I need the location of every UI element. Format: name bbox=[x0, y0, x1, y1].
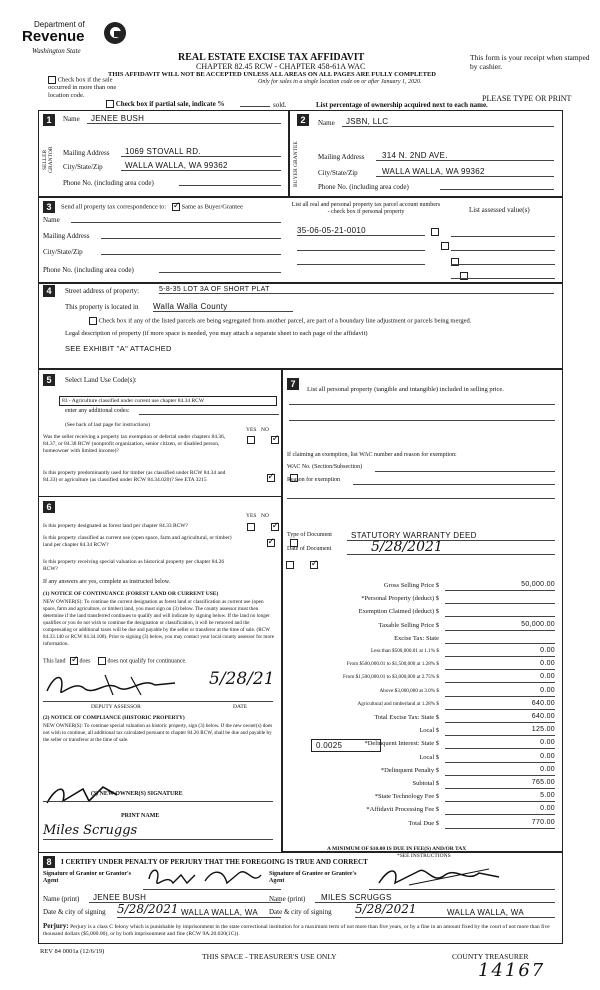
street-label: Street address of property: bbox=[65, 287, 140, 295]
parcel-1-personal-checkbox[interactable] bbox=[431, 228, 439, 236]
grantee-date-label: Date & city of signing bbox=[269, 908, 332, 916]
located-label: This property is located in bbox=[65, 303, 139, 311]
buyer-city-field[interactable]: WALLA WALLA, WA 99362 bbox=[376, 167, 554, 177]
print-note: PLEASE TYPE OR PRINT bbox=[482, 94, 572, 103]
tax-row-label: From $500,000.01 to $1,500,000 at 1.28% $ bbox=[346, 661, 439, 668]
section-6 bbox=[38, 497, 282, 852]
send-correspondence-label bbox=[61, 203, 243, 211]
continuance-row bbox=[43, 657, 187, 665]
notice2-title: (2) NOTICE OF COMPLIANCE (HISTORIC PROPERTY) bbox=[43, 715, 185, 721]
same-as-buyer-checkbox[interactable] bbox=[172, 203, 180, 211]
local-rate-field[interactable]: 0.0025 bbox=[311, 739, 381, 752]
perjury-text: Perjury is a class C felony which is punishable by imprisonment in the state correctional institution for a maximum term of not more than five years, or by a fine in an amount fixed by the court of not more than five thousand dollars ($5,000.00), or by both imprisonment and fine (RCW 9A.20.020(1C)). bbox=[43, 924, 550, 937]
minimum-note: A MINIMUM OF $10.00 IS DUE IN FEE(S) AND/OR TAX bbox=[327, 846, 467, 852]
corr-mailing-field[interactable] bbox=[101, 238, 281, 239]
section-1-number: 1 bbox=[43, 114, 55, 126]
if-yes-label: If any answers are yes, complete as instructed below. bbox=[43, 579, 171, 585]
parcel-4-personal-checkbox[interactable] bbox=[460, 272, 468, 280]
tax-row-label: Less than $500,000.01 at 1.1% $ bbox=[370, 648, 439, 654]
s6-yes-header: YES bbox=[246, 513, 257, 519]
treasurer-stamp-number: 14167 bbox=[478, 960, 546, 981]
treasurer-space: THIS SPACE - TREASURER'S USE ONLY bbox=[202, 952, 337, 961]
section-3-number: 3 bbox=[43, 201, 55, 213]
dor-logo bbox=[22, 20, 132, 60]
seller-phone-label: Phone No. (including area code) bbox=[63, 179, 154, 187]
county-treasurer: COUNTY TREASURER bbox=[452, 952, 529, 961]
section-5-number: 5 bbox=[43, 374, 55, 386]
tax-row-label: Taxable Selling Price $ bbox=[378, 621, 439, 629]
sold-label: sold. bbox=[273, 101, 287, 109]
section-8-number: 8 bbox=[43, 856, 55, 868]
print-name-label: PRINT NAME bbox=[121, 813, 160, 819]
tax-row-value[interactable]: 0.00 bbox=[445, 753, 555, 763]
tax-row-value[interactable]: 0.00 bbox=[445, 739, 555, 749]
see-back-label: (See back of last page for instructions) bbox=[65, 422, 150, 428]
notice1-text: NEW OWNER(S): To continue the current designation as forest land or classification as current use (open space, farm and agriculture, or timber) land, you must sign on (3) below. The county assessor must then determine if the land transferred continues to qualify and will indicate by signing below. If the land no longer qualifies or you do not wish to continue the designation or classification, it will be removed and the compensating or additional taxes will be due and payable by the seller or transferor at the time of sale. (RCW 84.33.140 or RCW 84.34.108). Prior to signing (3) below, you may contact your local county assessor for more information. bbox=[43, 599, 275, 647]
grantor-sig-line bbox=[143, 889, 281, 890]
seller-phone-field[interactable] bbox=[179, 185, 281, 186]
grantee-name-field[interactable]: MILES SCRUGGS bbox=[315, 893, 555, 903]
corr-name-field[interactable] bbox=[71, 222, 281, 223]
forest-question: Is this property designated as forest land per chapter 84.33 RCW? bbox=[43, 523, 188, 529]
tax-row-value[interactable]: 50,000.00 bbox=[445, 621, 555, 631]
logo-dept-line3: Washington State bbox=[32, 47, 81, 55]
doc-date-label: Date of Document bbox=[287, 546, 332, 552]
date-label: DATE bbox=[233, 704, 248, 710]
new-owner-sig-line bbox=[43, 801, 273, 802]
tax-row-label: Local $ bbox=[419, 727, 439, 735]
grantor-date-field[interactable]: 5/28/2021 bbox=[117, 902, 179, 916]
land-use-select[interactable]: 83 - Agriculture classified under current use chapter 84.34 RCW bbox=[59, 396, 277, 406]
deputy-assessor-label: DEPUTY ASSESSOR bbox=[91, 704, 141, 710]
parcel-3-field[interactable] bbox=[297, 264, 425, 265]
claiming-exemption-label: If claiming an exemption, list WAC number and reason for exemption: bbox=[287, 452, 457, 458]
land-use-label: Select Land Use Code(s): bbox=[65, 376, 137, 384]
parcel-1-field[interactable]: 35-06-05-21-0010 bbox=[297, 226, 425, 236]
tax-row-label: From $1,500,000.01 to $3,000,000 at 2.75% $ bbox=[343, 674, 439, 681]
tax-row-label: Above $3,000,000 at 3.0% $ bbox=[379, 687, 439, 694]
personal-property-label: List all personal property (tangible and intangible) included in selling price. bbox=[307, 386, 504, 393]
buyer-phone-label: Phone No. (including area code) bbox=[318, 183, 409, 191]
parcel-header: List all real and personal property tax parcel account numbers - check box if personal property bbox=[291, 202, 441, 215]
does-not-label: does not qualify for continuance. bbox=[107, 658, 187, 665]
tax-row-value[interactable]: 770.00 bbox=[445, 819, 555, 829]
tax-row-value[interactable]: 50,000.00 bbox=[445, 581, 555, 591]
tax-row-label: Exemption Claimed (deduct) $ bbox=[358, 608, 439, 616]
land-use-section bbox=[38, 369, 282, 497]
buyer-city-label: City/State/Zip bbox=[318, 169, 358, 177]
assessor-signature[interactable] bbox=[45, 669, 195, 701]
tax-row-label: *Delinquent Penalty $ bbox=[380, 766, 439, 774]
grantee-date-field[interactable]: 5/28/2021 bbox=[355, 902, 417, 916]
tax-row-label: Subtotal $ bbox=[412, 780, 439, 787]
street-field[interactable]: 5-8-35 LOT 3A OF SHORT PLAT bbox=[159, 286, 554, 294]
certification-section bbox=[38, 852, 563, 944]
tax-row-value[interactable]: 0.00 bbox=[445, 647, 555, 657]
corr-name-label: Name bbox=[43, 216, 60, 224]
assessed-1-field[interactable] bbox=[451, 236, 555, 237]
form-title: REAL ESTATE EXCISE TAX AFFIDAVIT bbox=[178, 52, 365, 63]
doc-type-field[interactable]: STATUTORY WARRANTY DEED bbox=[347, 531, 555, 541]
multi-location-label: Check box if the sale occurred in more than one location code. bbox=[48, 76, 117, 100]
notice2-text: NEW OWNER(S): To continue special valuation as historic property, sign (3) below. If the new owner(s) does not wish to continue, all additional tax calculated pursuant to chapter 84.26 RCW, shall be due and payable by the seller or transferor at the time of sale. bbox=[43, 723, 273, 743]
grantor-name-field[interactable]: JENEE BUSH bbox=[89, 893, 281, 903]
partial-sale-checkbox[interactable] bbox=[106, 100, 114, 108]
grantor-sig-label: Signature of Grantor or Grantor's Agent bbox=[43, 871, 131, 884]
tax-row-label: Excise Tax: State bbox=[394, 634, 439, 642]
reason-field-2[interactable] bbox=[287, 498, 555, 499]
multi-location-checkbox[interactable] bbox=[48, 76, 56, 84]
exemption-no-checkbox[interactable] bbox=[271, 436, 279, 444]
assessed-4-field[interactable] bbox=[451, 278, 555, 279]
personal-property-line-2[interactable] bbox=[289, 420, 555, 421]
multi-location-check[interactable] bbox=[48, 76, 118, 100]
tax-row-value[interactable]: 640.00 bbox=[445, 700, 555, 710]
form-warning: THIS AFFIDAVIT WILL NOT BE ACCEPTED UNLESS ALL AREAS ON ALL PAGES ARE FULLY COMPLETED bbox=[108, 71, 436, 78]
buyer-phone-field[interactable] bbox=[440, 189, 554, 190]
grantee-date-line bbox=[355, 917, 555, 918]
notice1-title: (1) NOTICE OF CONTINUANCE (FOREST LAND OR CURRENT USE) bbox=[43, 591, 219, 597]
tax-row-label: *Affidavit Processing Fee $ bbox=[366, 806, 439, 814]
legal-value[interactable]: SEE EXHIBIT "A" ATTACHED bbox=[65, 344, 172, 353]
timber-question: Is this property predominantly used for timber (as classified under RCW 84.34 and 84.33) or agriculture (as classified under RCW 84.34.020)? See ETA 3215 bbox=[43, 470, 226, 483]
does-not-checkbox[interactable] bbox=[98, 657, 106, 665]
assessor-date[interactable]: 5/28/21 bbox=[209, 669, 275, 689]
legal-label: Legal description of property (if more space is needed, you may attach a separate sheet to each page of the affidavit) bbox=[65, 330, 368, 337]
corr-phone-label: Phone No. (including area code) bbox=[43, 266, 134, 274]
buyer-mailing-label: Mailing Address bbox=[318, 153, 365, 161]
section-2-number: 2 bbox=[297, 114, 309, 126]
segregated-row[interactable] bbox=[89, 317, 559, 325]
wac-field[interactable] bbox=[375, 471, 555, 472]
print-name-line bbox=[43, 839, 273, 840]
section-4-number: 4 bbox=[43, 285, 55, 297]
tax-row-value[interactable]: 0.00 bbox=[445, 766, 555, 776]
parcel-3-personal-checkbox[interactable] bbox=[451, 258, 459, 266]
grantor-date-line bbox=[117, 917, 281, 918]
receipt-note: This form is your receipt when stamped by cashier. bbox=[470, 53, 590, 71]
grantor-date-label: Date & city of signing bbox=[43, 908, 106, 916]
logo-swirl-icon bbox=[104, 22, 126, 44]
tax-row-label: Total Excise Tax: State $ bbox=[374, 714, 439, 721]
grantor-signature[interactable] bbox=[143, 865, 283, 891]
grantee-name-label: Name (print) bbox=[269, 895, 306, 903]
buyer-name-field[interactable]: JSBN, LLC bbox=[342, 117, 554, 127]
perjury-label: Perjury: bbox=[43, 922, 69, 930]
additional-codes-label: enter any additional codes: bbox=[65, 408, 130, 414]
logo-dept-line1: Department of bbox=[34, 20, 85, 29]
segregated-label: Check box if any of the listed parcels are being segregated from another parcel, are part of a boundary line adjustment or parcels being merged. bbox=[98, 317, 472, 325]
personal-property-line-1[interactable] bbox=[289, 404, 555, 405]
timber-yes-checkbox[interactable] bbox=[267, 474, 275, 482]
tax-row-value[interactable] bbox=[445, 634, 555, 644]
grantee-city-field[interactable]: WALLA WALLA, WA bbox=[447, 908, 524, 917]
exemption-question: Was the seller receiving a property tax exemption or deferral under chapters 84.36, 84.37, or 84.38 RCW (nonprofit organization, senior citizen, or disabled person, homeowner with limited income)? bbox=[43, 434, 226, 454]
tax-row-value[interactable]: 0.00 bbox=[445, 673, 555, 683]
section-7-number: 7 bbox=[287, 378, 299, 390]
seller-side-label: SELLER GRANTOR bbox=[42, 146, 54, 174]
tax-row-label: Total Due $ bbox=[408, 819, 439, 827]
form-note: Only for sales in a single location code on or after January 1, 2020. bbox=[258, 79, 422, 85]
segregated-checkbox[interactable] bbox=[89, 317, 97, 325]
buyer-section bbox=[289, 110, 563, 197]
seller-city-label: City/State/Zip bbox=[63, 163, 103, 171]
logo-dept-line2: Revenue bbox=[22, 28, 85, 45]
grantee-sig-line bbox=[369, 889, 555, 890]
parcel-2-personal-checkbox[interactable] bbox=[441, 242, 449, 250]
grantor-city-field[interactable]: WALLA WALLA, WA bbox=[181, 908, 258, 917]
form-subtitle: CHAPTER 82.45 RCW - CHAPTER 458-61A WAC bbox=[196, 62, 366, 71]
reason-field-1[interactable] bbox=[353, 484, 555, 485]
this-land-label: This land bbox=[43, 658, 66, 665]
tax-row-label: *State Technology Fee $ bbox=[374, 793, 439, 801]
tax-row-value[interactable] bbox=[445, 594, 555, 604]
buyer-name-label: Name bbox=[318, 119, 335, 127]
correspondence-section bbox=[38, 197, 563, 283]
wac-label: WAC No. (Section/Subsection) bbox=[287, 464, 363, 470]
assessor-sig-line bbox=[43, 701, 273, 702]
assessed-header: List assessed value(s) bbox=[469, 206, 530, 214]
corr-city-label: City/State/Zip bbox=[43, 248, 83, 256]
tax-row-value[interactable]: 125.00 bbox=[445, 726, 555, 736]
does-checkbox[interactable] bbox=[70, 657, 78, 665]
historic-question: Is this property receiving special valuation as historical property per chapter 84.26 RCW? bbox=[43, 559, 225, 572]
seller-name-label: Name bbox=[63, 115, 80, 123]
current-use-yes-checkbox[interactable] bbox=[267, 539, 275, 547]
assessed-3-field[interactable] bbox=[451, 264, 555, 265]
tax-row-value[interactable]: 0.00 bbox=[445, 805, 555, 815]
partial-pct-field[interactable] bbox=[240, 106, 270, 107]
tax-row-label: Agricultural and timberland at 1.28% $ bbox=[357, 700, 439, 707]
seller-name-field[interactable]: JENEE BUSH bbox=[87, 114, 281, 124]
current-use-question: Is this property classified as current use (open space, farm and agricultural, or timber) land per chapter 84.34 RCW? bbox=[43, 535, 232, 548]
buyer-mailing-field[interactable]: 314 N. 2ND AVE. bbox=[376, 151, 554, 161]
no-header: NO bbox=[261, 427, 269, 433]
corr-mailing-label: Mailing Address bbox=[43, 232, 90, 240]
doc-type-label: Type of Document bbox=[287, 532, 332, 538]
s6-no-header: NO bbox=[261, 513, 269, 519]
seller-city-field[interactable]: WALLA WALLA, WA 99362 bbox=[121, 161, 281, 171]
grantor-name-label: Name (print) bbox=[43, 895, 80, 903]
assessed-2-field[interactable] bbox=[451, 250, 555, 251]
tax-row-label: *Personal Property (deduct) $ bbox=[361, 595, 439, 603]
tax-table bbox=[283, 581, 564, 859]
forest-no-checkbox[interactable] bbox=[271, 523, 279, 531]
yes-header: YES bbox=[246, 427, 257, 433]
seller-section bbox=[38, 110, 289, 197]
buyer-side-label: BUYER GRANTEE bbox=[293, 141, 299, 187]
grantee-signature[interactable] bbox=[369, 863, 519, 891]
tax-row-value[interactable]: 5.00 bbox=[445, 792, 555, 802]
located-field[interactable]: Walla Walla County bbox=[153, 302, 293, 312]
doc-date-value: 5/28/2021 bbox=[371, 539, 443, 555]
tax-row-label: *Delinquent Interest: State $ bbox=[364, 740, 439, 748]
certify-label: I CERTIFY UNDER PENALTY OF PERJURY THAT THE FOREGOING IS TRUE AND CORRECT bbox=[61, 858, 368, 866]
corr-city-field[interactable] bbox=[101, 254, 281, 255]
does-label: does bbox=[79, 658, 91, 665]
tax-row-value[interactable] bbox=[445, 607, 555, 617]
grantee-sig-label: Signature of Grantee or Grantee's Agent bbox=[269, 871, 357, 884]
send-label: Send all property tax correspondence to: bbox=[61, 203, 167, 211]
tax-row-value[interactable]: 0.00 bbox=[445, 687, 555, 697]
reason-label: Reason for exemption bbox=[287, 477, 340, 483]
tax-row-value[interactable]: 765.00 bbox=[445, 779, 555, 789]
new-owner-sig-label: (3) NEW OWNER(S) SIGNATURE bbox=[91, 791, 183, 797]
seller-mailing-field[interactable]: 1069 STOVALL RD. bbox=[121, 147, 281, 157]
perjury-note bbox=[43, 923, 558, 938]
partial-sale-label: Check box if partial sale, indicate % bbox=[115, 100, 225, 108]
section-7 bbox=[282, 369, 563, 859]
tax-row-value[interactable]: 0.00 bbox=[445, 660, 555, 670]
tax-row-label: Local $ bbox=[419, 753, 439, 761]
section-6-number: 6 bbox=[43, 501, 55, 513]
forest-yes-checkbox[interactable] bbox=[247, 523, 255, 531]
additional-codes-field[interactable] bbox=[139, 414, 279, 415]
see-instructions: *SEE INSTRUCTIONS bbox=[397, 853, 451, 859]
tax-row-value[interactable]: 640.00 bbox=[445, 713, 555, 723]
partial-sale-check[interactable] bbox=[106, 100, 224, 108]
print-name-value[interactable]: Miles Scruggs bbox=[43, 823, 138, 838]
tax-row-label: Gross Selling Price $ bbox=[383, 582, 439, 589]
corr-phone-field[interactable] bbox=[159, 272, 281, 273]
list-pct-label: List percentage of ownership acquired next to each name. bbox=[316, 101, 488, 109]
same-as-buyer-label: Same as Buyer/Grantee bbox=[181, 203, 243, 211]
seller-mailing-label: Mailing Address bbox=[63, 149, 110, 157]
exemption-yes-checkbox[interactable] bbox=[247, 436, 255, 444]
parcel-2-field[interactable] bbox=[297, 250, 425, 251]
property-section bbox=[38, 283, 563, 369]
form-number: REV 84 0001a (12/6/19) bbox=[40, 948, 105, 955]
